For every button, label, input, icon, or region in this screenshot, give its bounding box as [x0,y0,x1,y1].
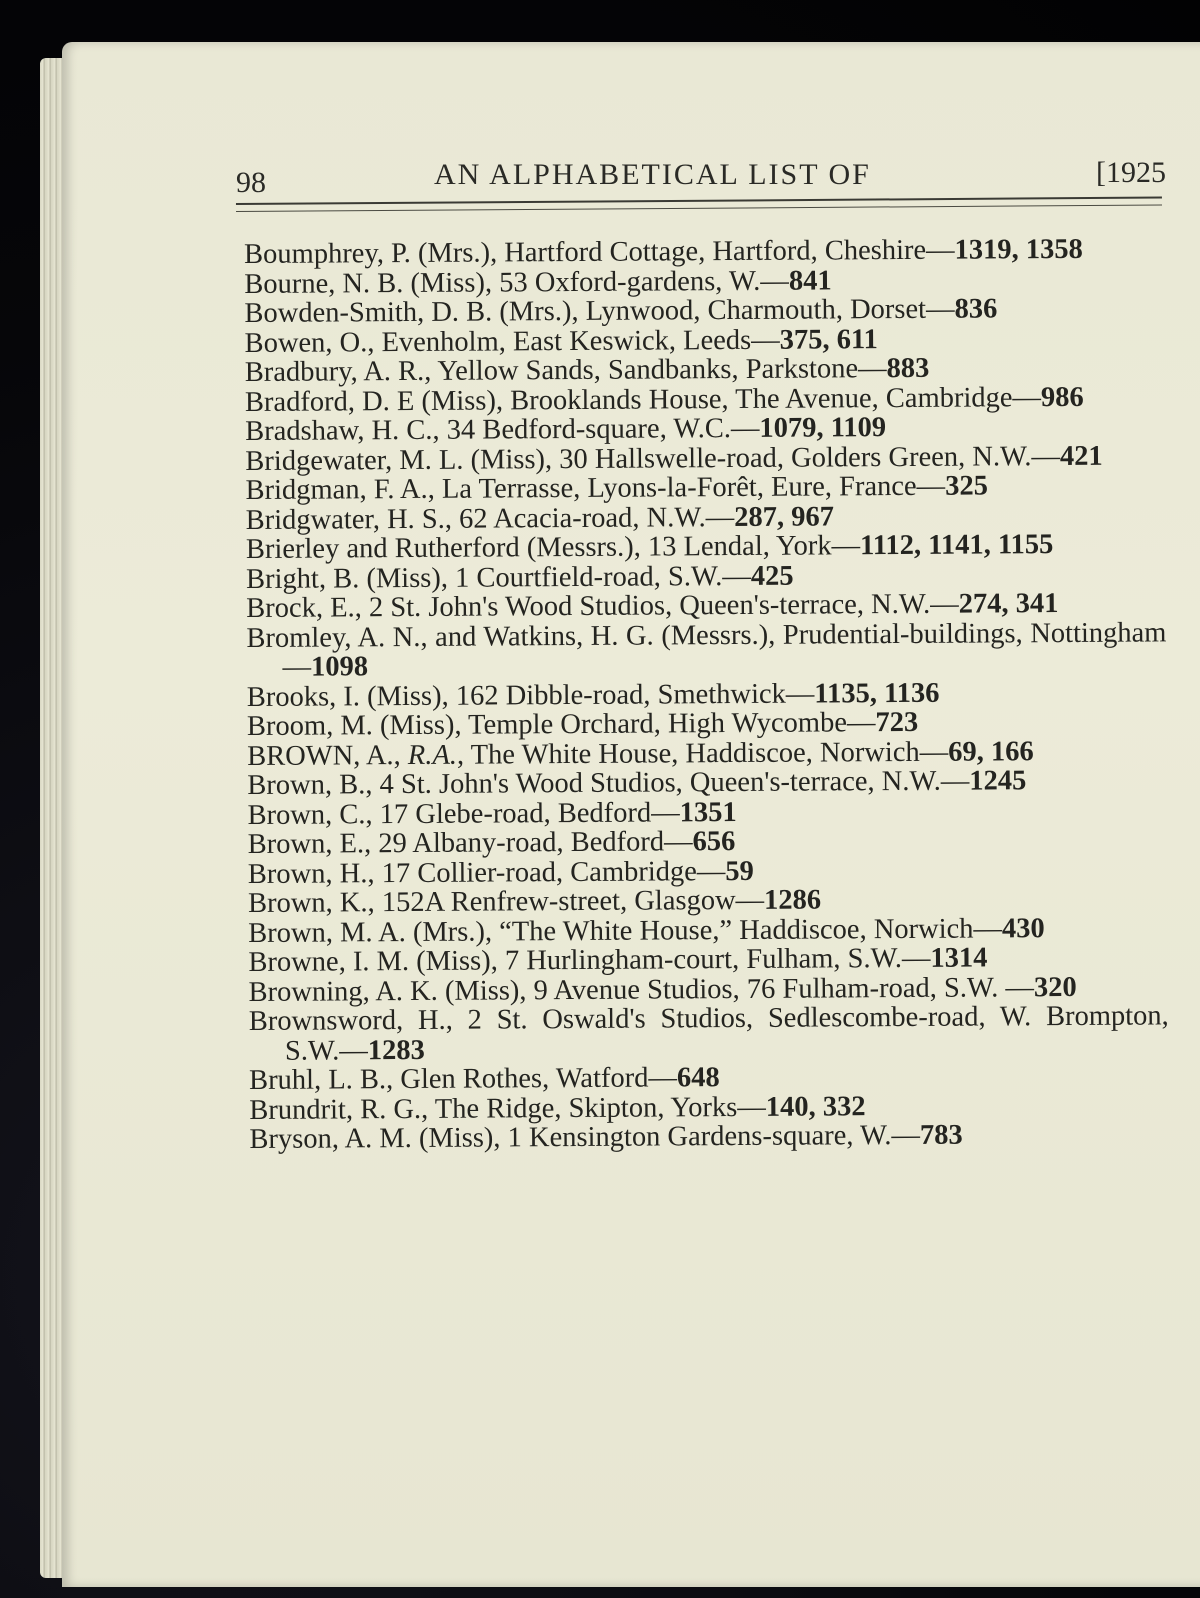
list-item: Brooks, I. (Miss), 162 Dibble-road, Smethwick—1135, 1136 [246,677,940,713]
list-item: Brundrit, R. G., The Ridge, Skipton, Yorks—140, 332 [249,1090,866,1126]
list-item: Browne, I. M. (Miss), 7 Hurlingham-court, Fulham, S.W.—1314 [248,942,988,978]
list-item: Bradshaw, H. C., 34 Bedford-square, W.C.—1079, 1109 [245,412,887,447]
page-header [236,150,1166,200]
list-item: Bright, B. (Miss), 1 Courtfield-road, S.W.—425 [245,560,794,595]
list-item: Bowden-Smith, D. B. (Mrs.), Lynwood, Charmouth, Dorset—836 [244,293,998,329]
list-item: Brownsword, H., 2 St. Oswald's Studios, Sedlescombe-road, W. Brompton, S.W.—1283 [248,1000,1176,1067]
list-item: Broom, M. (Miss), Temple Orchard, High Wycombe—723 [246,706,919,742]
list-item: Boumphrey, P. (Mrs.), Hartford Cottage, Hartford, Cheshire—1319, 1358 [243,233,1083,270]
list-item: Bryson, A. M. (Miss), 1 Kensington Gardens-square, W.—783 [249,1119,963,1155]
entry-list [243,233,1176,1155]
page-number: 98 [236,166,266,199]
list-item: Bradbury, A. R., Yellow Sands, Sandbanks, Parkstone—883 [244,352,930,388]
list-item: Brown, C., 17 Glebe-road, Bedford—1351 [247,796,737,831]
list-item: Bruhl, L. B., Glen Rothes, Watford—648 [249,1062,720,1096]
list-item: Bromley, A. N., and Watkins, H. G. (Messrs.), Prudential-buildings, Nottingham—1098 [246,616,1167,683]
list-item: Brown, H., 17 Collier-road, Cambridge—59 [247,855,754,890]
list-item: Bradford, D. E (Miss), Brooklands House, The Avenue, Cambridge—986 [244,381,1084,418]
list-item: Bowen, O., Evenholm, East Keswick, Leeds—375, 611 [244,323,878,359]
list-item: BROWN, A., R.A., The White House, Haddiscoe, Norwich—69, 166 [247,735,1034,772]
list-item: Bridgewater, M. L. (Miss), 30 Hallswelle-road, Golders Green, N.W.—421 [245,440,1103,477]
list-item: Brown, M. A. (Mrs.), “The White House,” Haddiscoe, Norwich—430 [248,912,1045,949]
list-item: Bridgwater, H. S., 62 Acacia-road, N.W.—287, 967 [245,500,835,536]
list-item: Bourne, N. B. (Miss), 53 Oxford-gardens, W.—841 [244,264,832,300]
list-item: Browning, A. K. (Miss), 9 Avenue Studios, 76 Fulham-road, S.W. —320 [248,971,1077,1008]
list-item: Brown, B., 4 St. John's Wood Studios, Queen's-terrace, N.W.—1245 [247,765,1027,801]
list-item: Brierley and Rutherford (Messrs.), 13 Lendal, York—1112, 1141, 1155 [245,529,1054,565]
list-item: Bridgman, F. A., La Terrasse, Lyons-la-Forêt, Eure, France—325 [245,470,988,506]
list-item: Brown, E., 29 Albany-road, Bedford—656 [247,826,736,860]
list-item: Brock, E., 2 St. John's Wood Studios, Queen's-terrace, N.W.—274, 341 [246,588,1059,624]
running-title: AN ALPHABETICAL LIST OF [434,158,871,191]
year-marker: [1925 [1096,156,1166,189]
list-item: Brown, K., 152A Renfrew-street, Glasgow—1286 [247,884,822,919]
